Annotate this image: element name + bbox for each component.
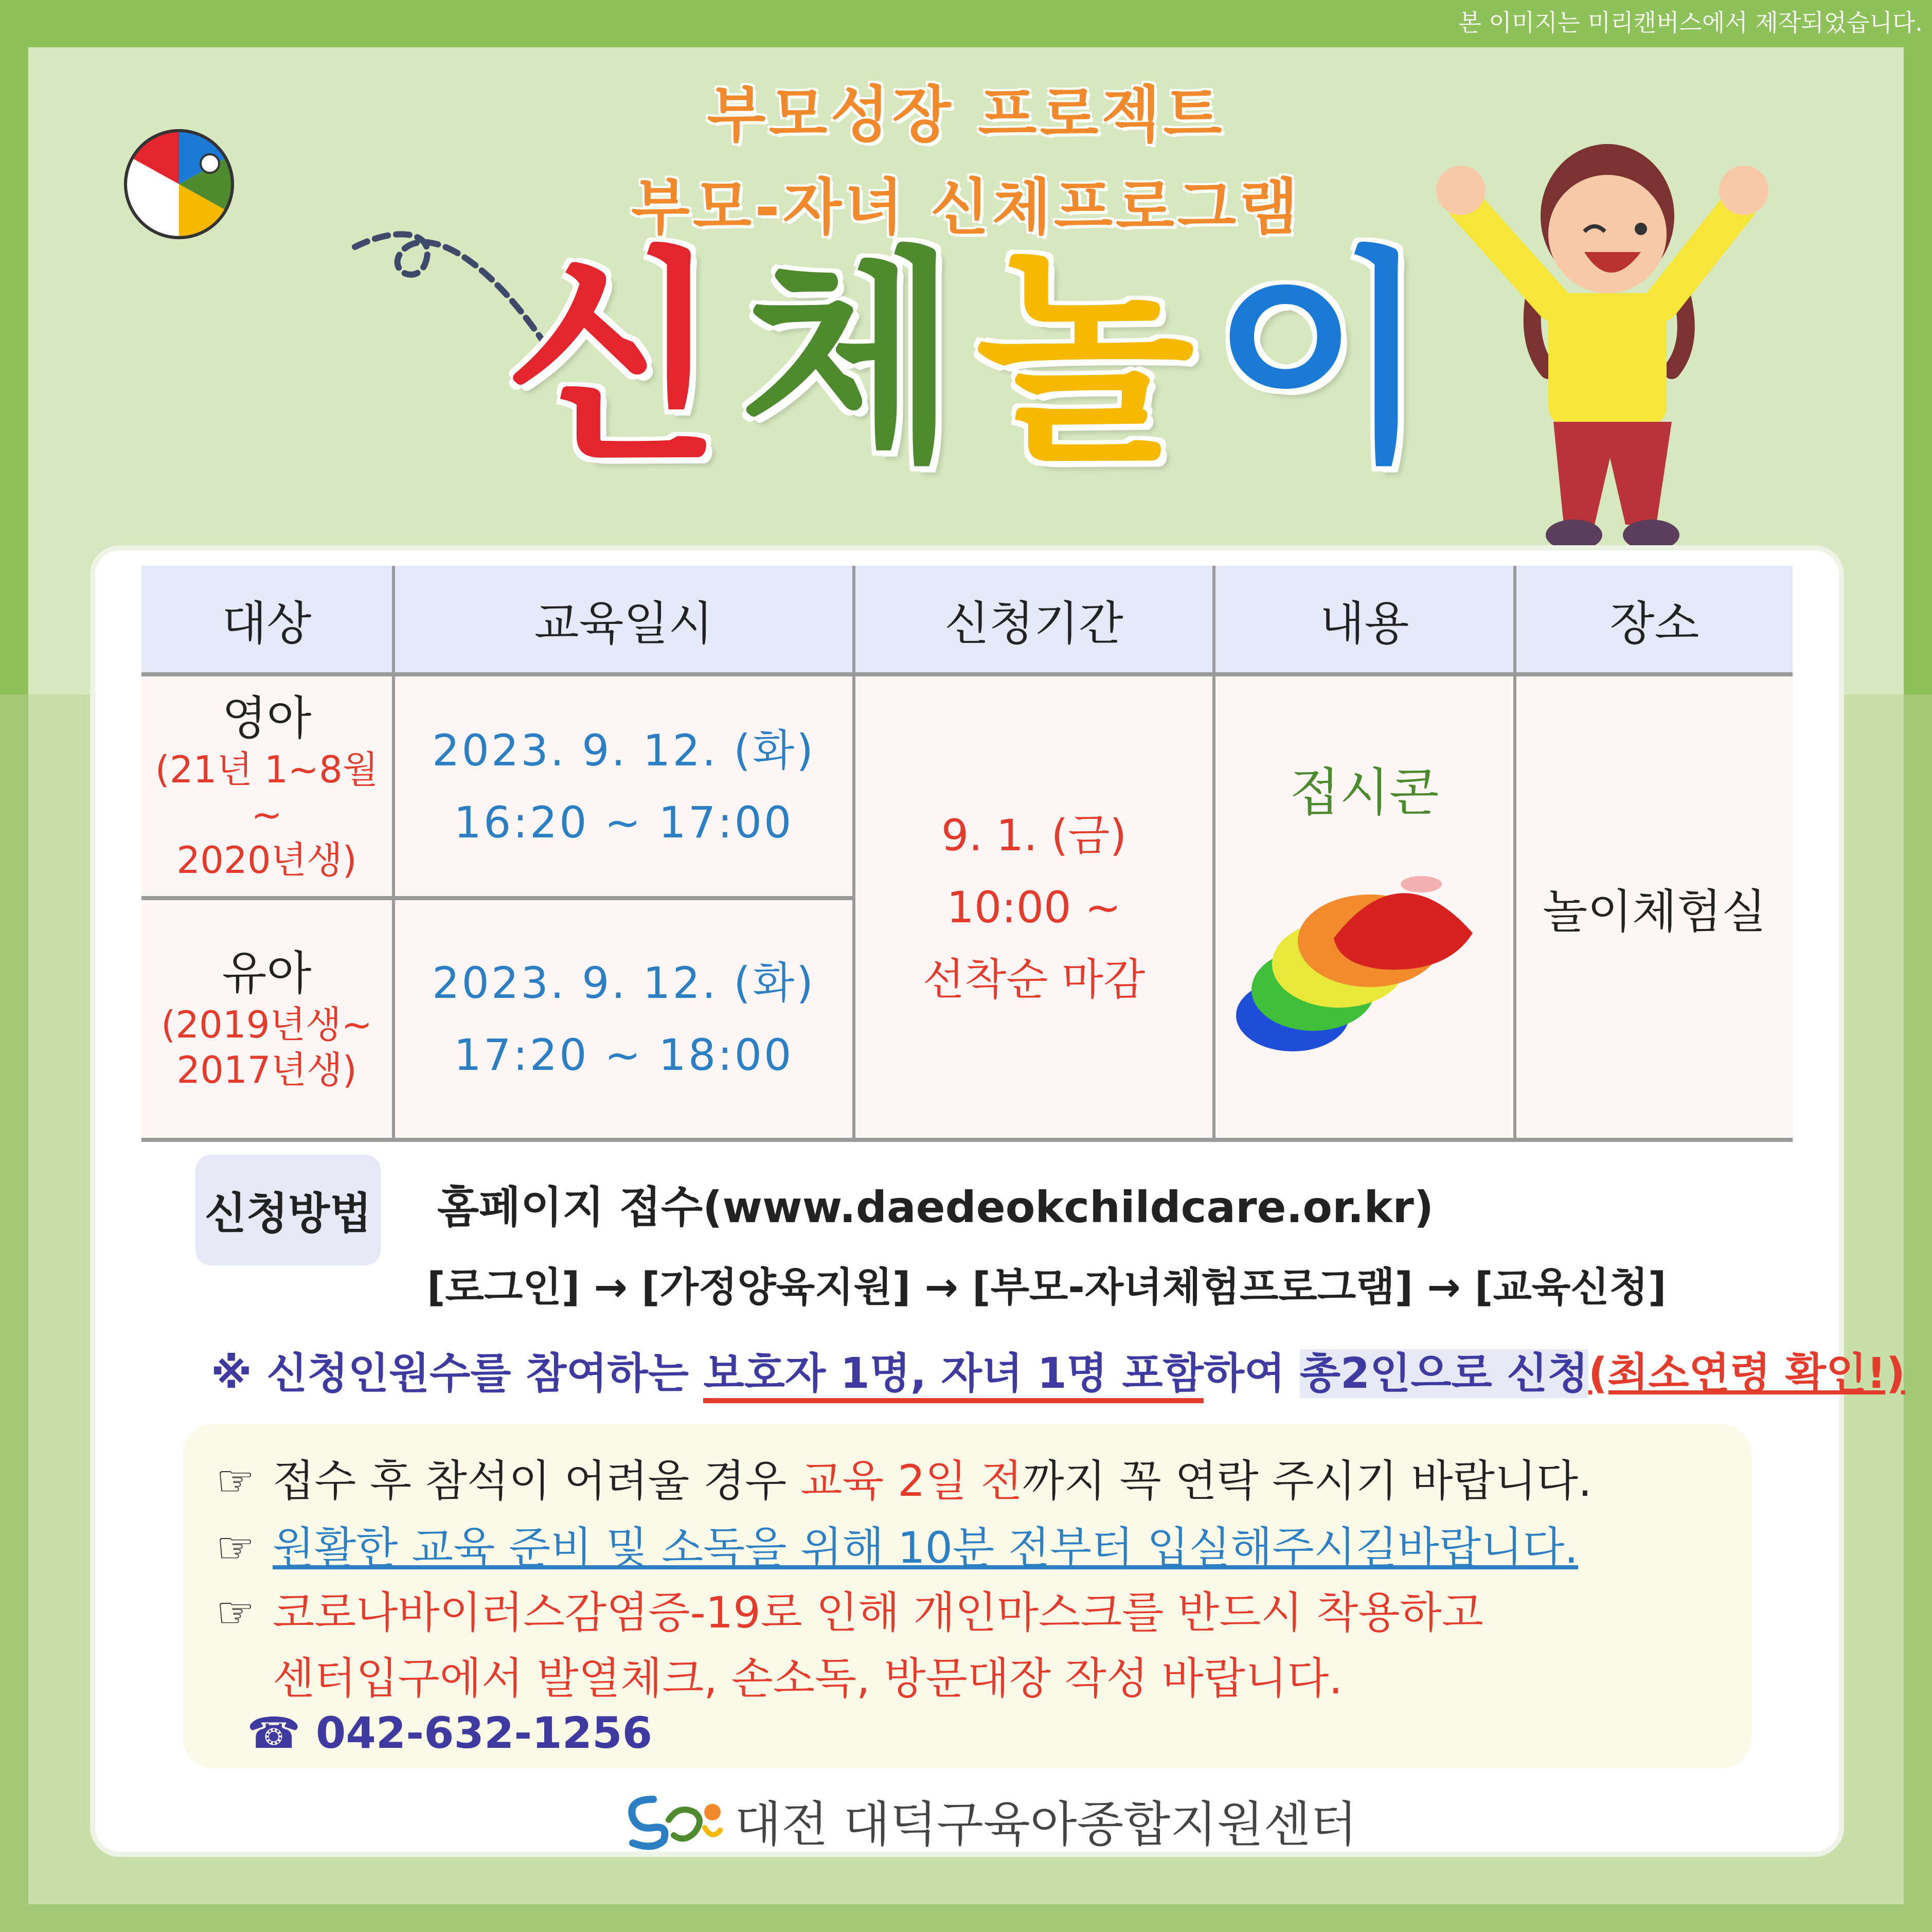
session-time: 16:20 ~ 17:00 <box>454 797 794 848</box>
note-text: 접수 후 참석이 어려울 경우 <box>273 1456 801 1506</box>
note-line-2 <box>216 1513 1578 1576</box>
main-title <box>504 228 1430 492</box>
notice-line <box>211 1340 1905 1400</box>
note-line-3 <box>216 1578 1483 1640</box>
target-label: 영아 <box>222 691 312 745</box>
pointing-hand-icon: ☞ <box>216 1587 255 1638</box>
disc-cones-image <box>1231 856 1498 1062</box>
phone-line <box>247 1708 652 1758</box>
session-date: 2023. 9. 12. (화) <box>432 725 815 776</box>
period-time: 10:00 ~ <box>946 882 1121 933</box>
header-place: 장소 <box>1515 566 1793 674</box>
organization-footer <box>622 1784 1357 1856</box>
target-cell <box>141 674 393 898</box>
table-header-row <box>141 566 1793 674</box>
place-cell <box>1515 674 1793 1140</box>
header-content: 내용 <box>1214 566 1515 674</box>
notice-text: 하여 <box>1203 1349 1300 1398</box>
target-cell <box>141 898 393 1140</box>
table-row <box>141 674 1793 898</box>
period-note: 선착순 마감 <box>922 954 1146 1005</box>
place-label: 놀이체험실 <box>1543 884 1766 939</box>
header-date: 교육일시 <box>393 566 854 674</box>
method-steps: [로그인] → [가정양육지원] → [부모-자녀체험프로그램] → [교육신청] <box>427 1264 1667 1311</box>
subtitle-project: 부모성장 프로젝트 <box>707 79 1225 150</box>
method-homepage: 홈페이지 접수(www.daedeokchildcare.or.kr) <box>437 1182 1434 1232</box>
notice-emphasis: 보호자 1명, 자녀 1명 포함 <box>703 1349 1203 1403</box>
target-detail: ~ <box>251 793 282 836</box>
note-text: 코로나바이러스감염증-19로 인해 개인마스크를 반드시 착용하고 <box>273 1587 1483 1638</box>
telephone-icon: ☎ <box>247 1708 316 1758</box>
organization-name: 대전 대덕구육아종합지원센터 <box>735 1796 1357 1853</box>
period-date: 9. 1. (금) <box>941 810 1127 861</box>
date-cell <box>393 674 854 898</box>
note-line-4: 센터입구에서 발열체크, 손소독, 방문대장 작성 바랍니다. <box>273 1653 1343 1704</box>
target-detail: (2019년생~ <box>161 1003 372 1046</box>
header-target: 대상 <box>141 566 393 674</box>
pointing-hand-icon: ☞ <box>216 1523 255 1573</box>
schedule-table <box>141 566 1793 1142</box>
notice-text: ※ 신청인원수를 참여하는 <box>211 1349 704 1398</box>
content-cell <box>1214 674 1515 1140</box>
method-badge: 신청방법 <box>195 1155 381 1265</box>
title-char-4: 이 <box>1211 228 1430 492</box>
notice-highlight: 총2인으로 신청 <box>1299 1349 1588 1398</box>
notice-warning: (최소연령 확인!) <box>1588 1349 1905 1398</box>
note-line-1 <box>216 1446 1592 1509</box>
subtitle-program: 부모-자녀 신체프로그램 <box>631 172 1301 243</box>
note-text: 원활한 교육 준비 및 소독을 위해 10분 전부터 입실해주시길바랍니다. <box>273 1523 1579 1573</box>
target-detail: 2017년생) <box>176 1048 357 1092</box>
session-time: 17:20 ~ 18:00 <box>454 1030 794 1080</box>
note-text: 까지 꼭 연락 주시기 바랍니다. <box>1022 1456 1592 1506</box>
period-cell <box>854 674 1214 1140</box>
header-period: 신청기간 <box>854 566 1214 674</box>
phone-number: 042-632-1256 <box>315 1708 653 1758</box>
organization-logo-icon <box>622 1789 725 1851</box>
session-date: 2023. 9. 12. (화) <box>432 958 815 1008</box>
note-emphasis: 교육 2일 전 <box>800 1456 1023 1506</box>
title-char-3: 놀 <box>975 228 1194 492</box>
content-label: 접시콘 <box>1290 762 1439 822</box>
target-label: 유아 <box>222 946 312 1000</box>
credit-text: 본 이미지는 미리캔버스에서 제작되었습니다. <box>1458 9 1923 37</box>
target-detail: (21년 1~8월 <box>155 747 379 791</box>
title-char-1: 신 <box>504 228 723 492</box>
date-cell <box>393 898 854 1140</box>
pointing-hand-icon: ☞ <box>216 1456 255 1506</box>
title-char-2: 체 <box>740 228 959 492</box>
target-detail: 2020년생) <box>176 838 357 882</box>
